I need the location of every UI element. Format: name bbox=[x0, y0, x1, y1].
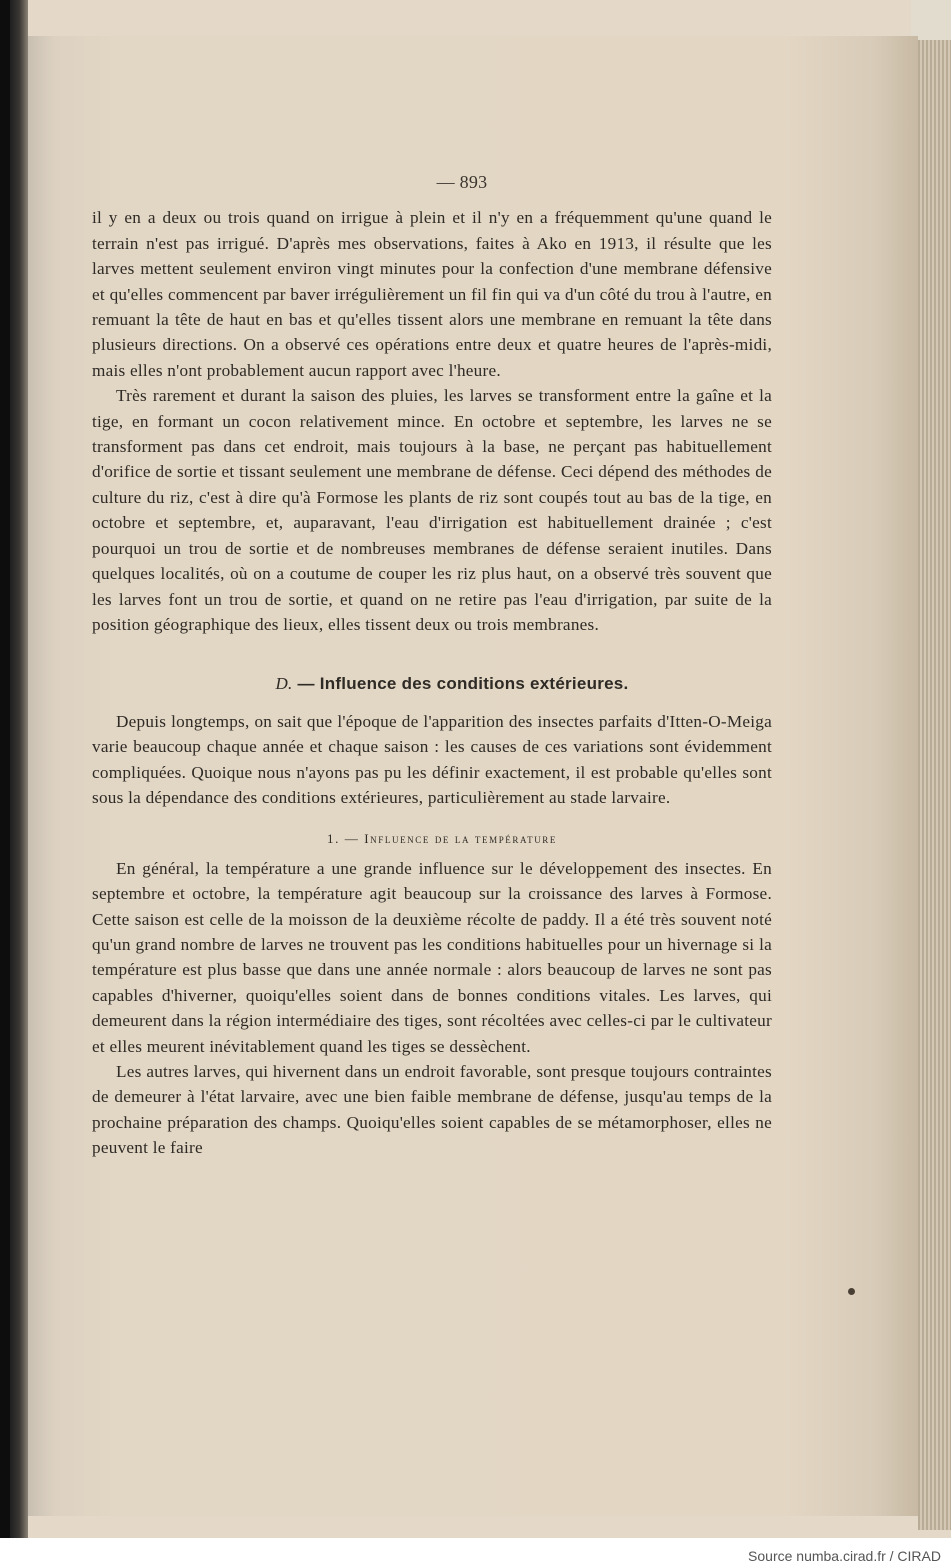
paragraph: il y en a deux ou trois quand on irrigue à plein et il n'y en a fréquemment qu'une quand le terrain n'est pas irrigué. D'après mes observations, faites à Ako en 1913, il résulte que les larves mettent seulement environ vingt minutes pour la confection d'une membrane défensive et qu'elles commencent par baver irrégulièrement un fil fin qui va d'un côté du trou à l'autre, en remuant la tête de haut en bas et qu'elles tissent alors une membrane en remuant la tête dans plusieurs directions. On a observé ces opérations entre deux et quatre heures de l'après-midi, mais elles n'ont probablement aucun rapport avec l'heure. bbox=[92, 208, 772, 380]
section-title: Influence des conditions extérieures. bbox=[319, 674, 629, 694]
section-label: D. bbox=[275, 674, 293, 694]
paragraph: Très rarement et durant la saison des pluies, les larves se transforment entre la gaîne et la tige, en formant un cocon relativement mince. En octobre et septembre, les larves ne se transforment pas dans cet endroit, mais toujours à la base, ne perçant pas habituellement d'orifice de sortie et tissant seulement une membrane de défense. Ceci dépend des méthodes de culture du riz, c'est à dire qu'à Formose les plants de riz sont coupés tout au bas de la tige, en octobre et septembre, et, auparavant, l'eau d'irrigation est habituellement drainée ; c'est pourquoi un trou de sortie et de nombreuses membranes de défense seraient inutiles. Dans quelques localités, où on a coutume de couper les riz plus haut, on a observé très souvent que les larves font un trou de sortie, et quand on ne retire pas l'eau d'irrigation, par suite de la position géographique des lieux, elles tissent deux ou trois membranes. bbox=[92, 386, 772, 634]
page-text bbox=[92, 170, 772, 1161]
page-number: — 893 bbox=[436, 172, 488, 192]
paragraph: Les autres larves, qui hivernent dans un endroit favorable, sont presque toujours contraintes de demeurer à l'état larvaire, avec une bien faible membrane de défense, jusqu'au temps de la prochaine préparation des champs. Quoiqu'elles soient capables de se métamorphoser, elles ne peuvent le faire bbox=[92, 1062, 772, 1158]
page-edges-stack bbox=[918, 40, 951, 1530]
section-heading bbox=[92, 671, 772, 696]
book-spine-edge bbox=[0, 0, 10, 1538]
source-credit: Source numba.cirad.fr / CIRAD bbox=[748, 1548, 941, 1564]
paragraph: Depuis longtemps, on sait que l'époque de l'apparition des insectes parfaits d'Itten-O-Meiga varie beaucoup chaque année et chaque saison : les causes de ces variations sont évidemment compliquées. Quoique nous n'ayons pas pu les définir exactement, il est probable qu'elles sont sous la dépendance des conditions extérieures, particulièrement au stade larvaire. bbox=[92, 711, 772, 807]
ink-blot bbox=[848, 1288, 855, 1295]
paragraph: En général, la température a une grande influence sur le développement des insectes. En septembre et octobre, la température agit beaucoup sur la croissance des larves à Formose. Cette saison est celle de la moisson de la deuxième récolte de paddy. Il a été très souvent noté qu'un grand nombre de larves ne trouvent pas les conditions habituelles pour un hivernage si la température est plus basse que dans une année normale : alors beaucoup de larves ne sont pas capables d'hiverner, quoiqu'elles soient dans de bonnes conditions vitales. Les larves, qui demeurent dans la région intermédiaire des tiges, sont récoltées avec celles-ci par le cultivateur et elles meurent inévitablement quand les tiges se dessèchent. bbox=[92, 858, 772, 1056]
subsection-heading: 1. — Influence de la température bbox=[326, 831, 558, 847]
section-dash: — bbox=[292, 674, 320, 694]
